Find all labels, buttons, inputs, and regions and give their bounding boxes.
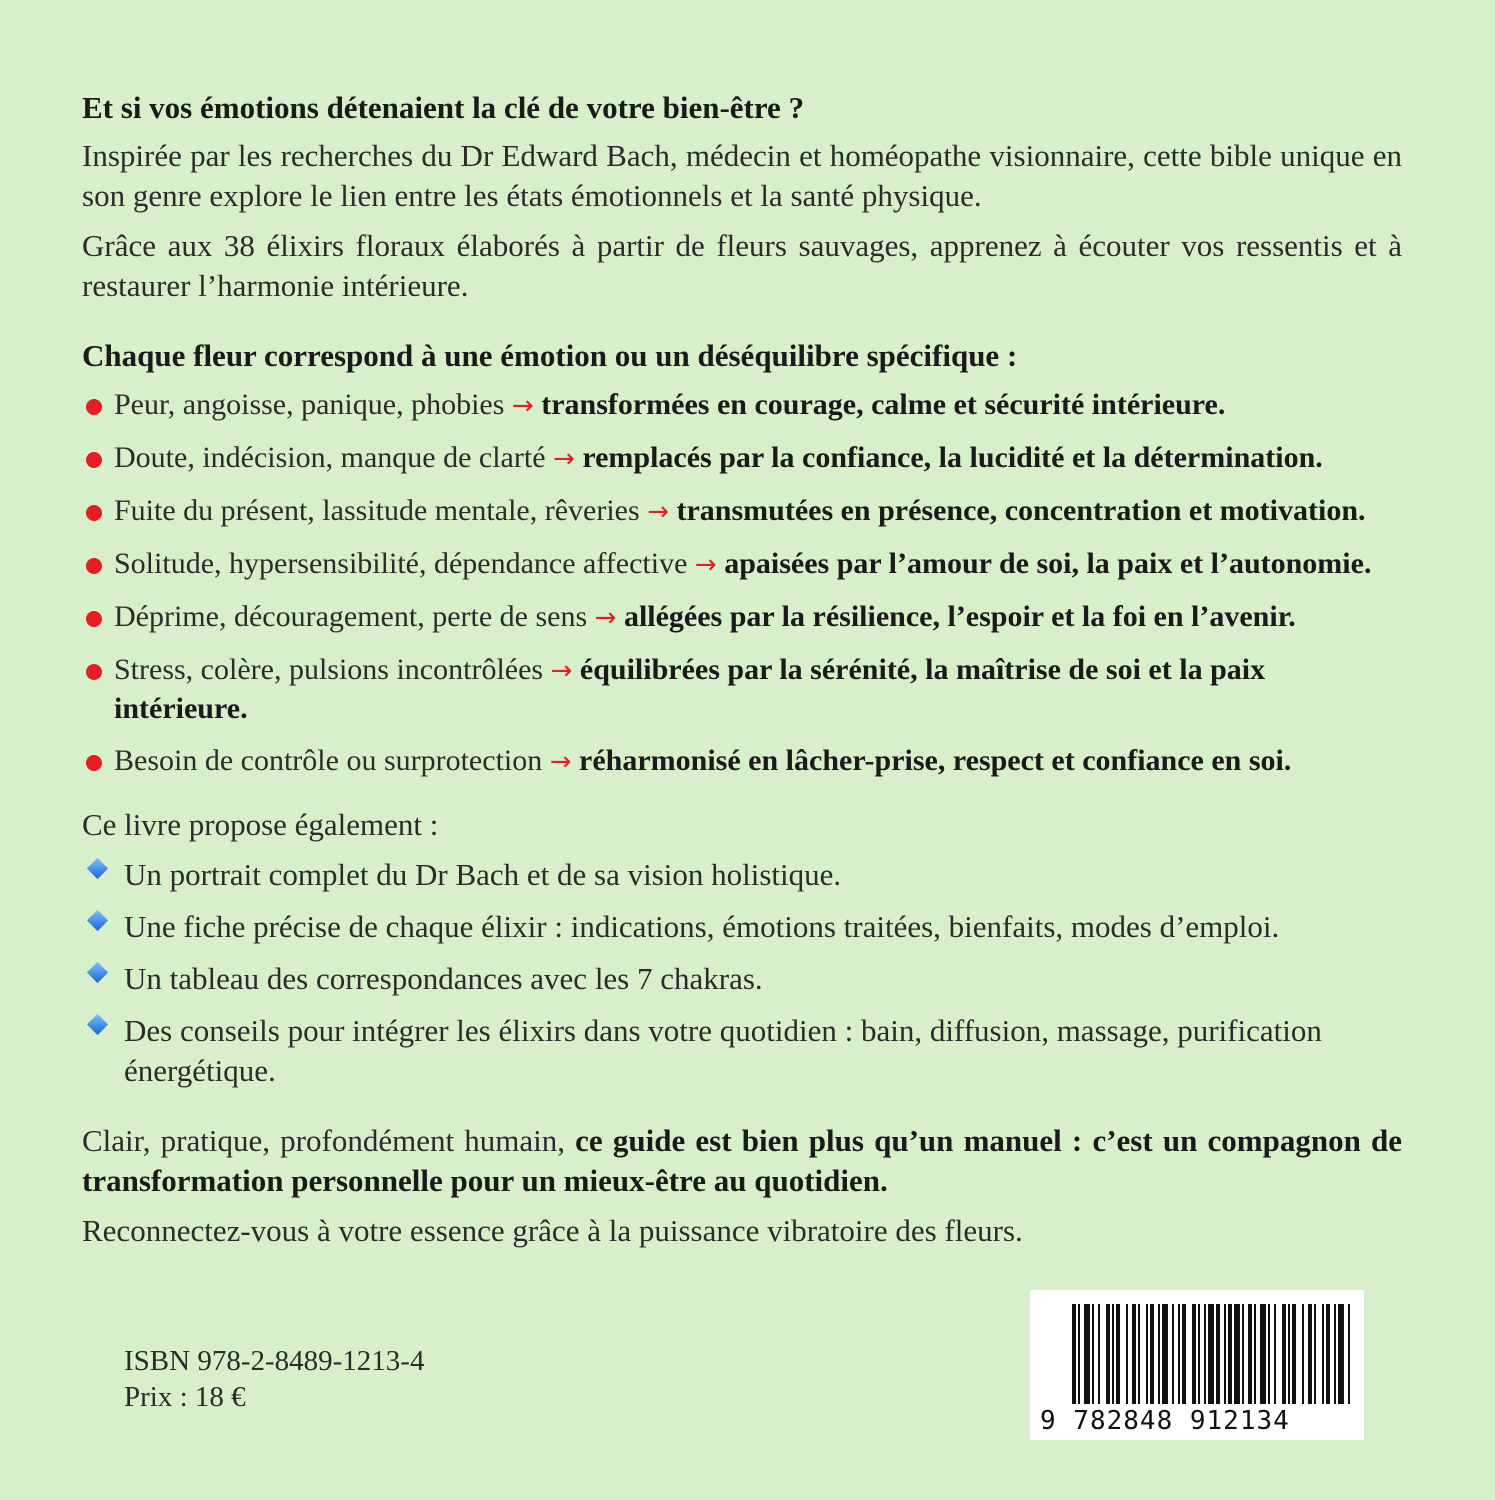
arrow-icon: → bbox=[694, 550, 717, 580]
intro-paragraph-1: Inspirée par les recherches du Dr Edward Bach, médecin et homéopathe visionnaire, cette bible unique en son genre explore le lien entre les états émotionnels et la santé physique. bbox=[82, 138, 1402, 213]
emotion-item bbox=[82, 545, 1402, 584]
emotion-from: Stress, colère, pulsions incontrôlées bbox=[114, 653, 544, 686]
emotion-from: Peur, angoisse, panique, phobies bbox=[114, 388, 505, 421]
barcode-bar bbox=[1132, 1304, 1136, 1404]
feature-item bbox=[82, 907, 1402, 947]
emotion-to: remplacés par la confiance, la lucidité et la détermination. bbox=[582, 441, 1323, 474]
barcode-bar bbox=[1292, 1304, 1296, 1404]
barcode-bar bbox=[1162, 1304, 1168, 1404]
barcode-bar bbox=[1302, 1304, 1304, 1404]
emotion-to: allégées par la résilience, l’espoir et la foi en l’avenir. bbox=[623, 600, 1296, 633]
barcode-bar bbox=[1072, 1304, 1076, 1404]
emotion-from: Doute, indécision, manque de clarté bbox=[114, 441, 546, 474]
barcode-bar bbox=[1268, 1304, 1270, 1404]
barcode bbox=[1030, 1290, 1364, 1440]
red-dot-icon bbox=[86, 505, 102, 521]
blue-diamond-icon bbox=[87, 962, 108, 983]
arrow-icon: → bbox=[550, 656, 573, 686]
barcode-bar bbox=[1242, 1304, 1244, 1404]
red-dot-icon bbox=[86, 611, 102, 627]
also-intro: Ce livre propose également : bbox=[82, 807, 439, 842]
emotion-item bbox=[82, 439, 1402, 478]
barcode-bar bbox=[1092, 1304, 1094, 1404]
blue-diamond-icon bbox=[87, 1014, 108, 1035]
back-cover-text bbox=[82, 88, 1402, 1261]
feature-text: Un tableau des correspondances avec les 7 chakras. bbox=[124, 961, 763, 996]
barcode-bar bbox=[1260, 1304, 1266, 1404]
barcode-bar bbox=[1158, 1304, 1160, 1404]
barcode-bar bbox=[1126, 1304, 1128, 1404]
barcode-bar bbox=[1138, 1304, 1140, 1404]
emotion-from: Solitude, hypersensibilité, dépendance affective bbox=[114, 547, 688, 580]
barcode-bar bbox=[1282, 1304, 1286, 1404]
feature-item bbox=[82, 959, 1402, 999]
closing-plain: Clair, pratique, profondément humain, bbox=[82, 1123, 576, 1158]
barcode-bar bbox=[1326, 1304, 1330, 1404]
main-heading: Et si vos émotions détenaient la clé de votre bien-être ? bbox=[82, 90, 805, 125]
barcode-bar bbox=[1348, 1304, 1350, 1404]
emotion-to: apaisées par l’amour de soi, la paix et l’autonomie. bbox=[724, 547, 1372, 580]
emotion-item bbox=[82, 598, 1402, 637]
red-dot-icon bbox=[86, 399, 102, 415]
emotion-from: Déprime, découragement, perte de sens bbox=[114, 600, 588, 633]
isbn-block bbox=[124, 1343, 424, 1415]
barcode-bar bbox=[1106, 1304, 1110, 1404]
barcode-bar bbox=[1208, 1304, 1214, 1404]
barcode-bar bbox=[1314, 1304, 1316, 1404]
arrow-icon: → bbox=[549, 747, 572, 777]
barcode-bar bbox=[1112, 1304, 1114, 1404]
barcode-bar bbox=[1216, 1304, 1220, 1404]
barcode-bar bbox=[1098, 1304, 1100, 1404]
arrow-icon: → bbox=[594, 603, 617, 633]
feature-text: Des conseils pour intégrer les élixirs dans votre quotidien : bain, diffusion, massage, purification énergétique. bbox=[124, 1013, 1322, 1088]
barcode-bar bbox=[1308, 1304, 1312, 1404]
barcode-bar bbox=[1204, 1304, 1206, 1404]
closing-bold: ce guide est bien plus qu’un manuel : c’est un compagnon de transformation personnelle pour un mieux-être au quotidien. bbox=[82, 1123, 1402, 1198]
emotion-to: réharmonisé en lâcher-prise, respect et confiance en soi. bbox=[579, 744, 1292, 777]
blue-diamond-icon bbox=[87, 858, 108, 879]
barcode-bar bbox=[1192, 1304, 1196, 1404]
barcode-bar bbox=[1178, 1304, 1180, 1404]
isbn-text: ISBN 978-2-8489-1213-4 bbox=[124, 1345, 425, 1377]
barcode-bar bbox=[1116, 1304, 1120, 1404]
feature-text: Un portrait complet du Dr Bach et de sa vision holistique. bbox=[124, 857, 842, 892]
barcode-bar bbox=[1182, 1304, 1186, 1404]
arrow-icon: → bbox=[553, 444, 575, 474]
emotion-from: Fuite du présent, lassitude mentale, rêveries bbox=[114, 494, 640, 527]
feature-item bbox=[82, 855, 1402, 895]
emotion-item bbox=[82, 386, 1402, 425]
emotion-from: Besoin de contrôle ou surprotection bbox=[114, 744, 543, 777]
emotion-item bbox=[82, 492, 1402, 531]
barcode-bar bbox=[1084, 1304, 1090, 1404]
barcode-bar bbox=[1228, 1304, 1232, 1404]
barcode-bar bbox=[1078, 1304, 1080, 1404]
blue-diamond-icon bbox=[87, 910, 108, 931]
red-dot-icon bbox=[86, 452, 102, 468]
barcode-bar bbox=[1254, 1304, 1256, 1404]
arrow-icon: → bbox=[511, 391, 534, 421]
barcode-bar bbox=[1288, 1304, 1290, 1404]
barcode-bar bbox=[1334, 1304, 1336, 1404]
barcode-bar bbox=[1234, 1304, 1240, 1404]
barcode-bar bbox=[1150, 1304, 1154, 1404]
emotion-to: équilibrées par la sérénité, la maîtrise de soi et la paix intérieure. bbox=[114, 653, 1266, 725]
barcode-bar bbox=[1146, 1304, 1148, 1404]
features-list bbox=[82, 855, 1402, 1091]
red-dot-icon bbox=[86, 558, 102, 574]
price-text: Prix : 18 € bbox=[124, 1381, 246, 1413]
emotion-to: transformées en courage, calme et sécurité intérieure. bbox=[541, 388, 1226, 421]
closing-paragraph bbox=[82, 1121, 1402, 1201]
barcode-bar bbox=[1338, 1304, 1344, 1404]
section-title: Chaque fleur correspond à une émotion ou un déséquilibre spécifique : bbox=[82, 338, 1018, 373]
intro-paragraph-2: Grâce aux 38 élixirs floraux élaborés à partir de fleurs sauvages, apprenez à écouter vos ressentis et à restaurer l’harmonie intérieure. bbox=[82, 228, 1402, 303]
barcode-digits: 9 782848 912134 bbox=[1040, 1406, 1290, 1436]
arrow-icon: → bbox=[647, 497, 669, 527]
closing-last: Reconnectez-vous à votre essence grâce à la puissance vibratoire des fleurs. bbox=[82, 1213, 1023, 1248]
barcode-bar bbox=[1322, 1304, 1324, 1404]
barcode-bar bbox=[1248, 1304, 1252, 1404]
red-dot-icon bbox=[86, 755, 102, 771]
feature-item bbox=[82, 1011, 1402, 1091]
emotion-item bbox=[82, 651, 1402, 728]
feature-text: Une fiche précise de chaque élixir : indications, émotions traitées, bienfaits, modes d’emploi. bbox=[124, 909, 1280, 944]
barcode-bar bbox=[1274, 1304, 1276, 1404]
emotion-list bbox=[82, 386, 1402, 781]
barcode-bar bbox=[1198, 1304, 1200, 1404]
barcode-bar bbox=[1172, 1304, 1174, 1404]
red-dot-icon bbox=[86, 664, 102, 680]
emotion-item bbox=[82, 742, 1402, 781]
emotion-to: transmutées en présence, concentration et motivation. bbox=[676, 494, 1366, 527]
barcode-bar bbox=[1224, 1304, 1226, 1404]
